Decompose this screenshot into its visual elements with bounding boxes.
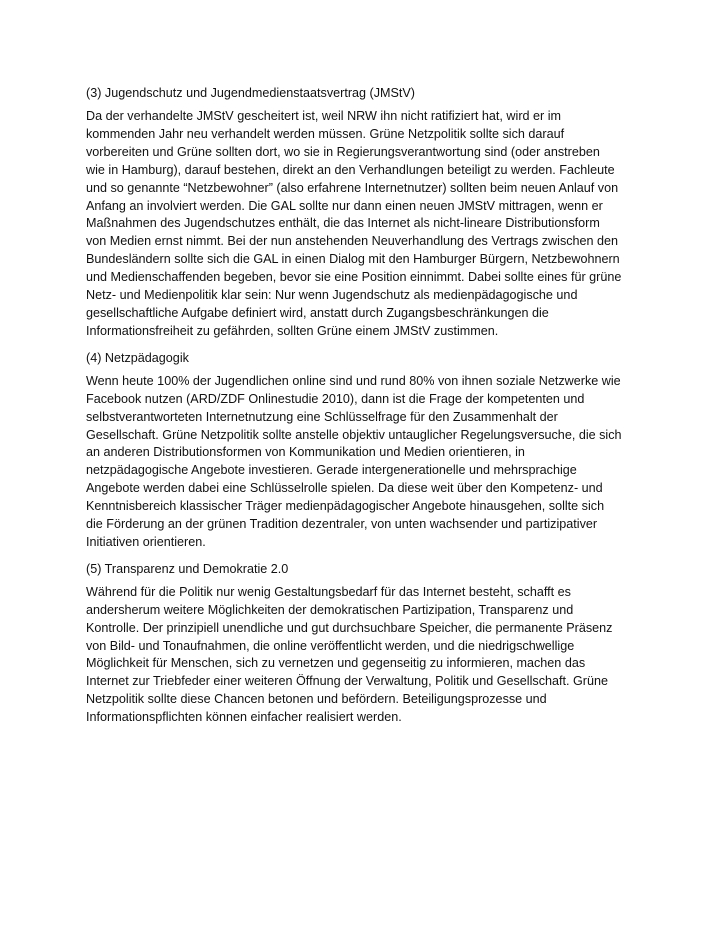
- section-transparenz: [86, 560, 652, 727]
- text-line: Netz- und Medienpolitik klar sein: Nur wenn Jugendschutz als medienpädagogische und: [86, 288, 578, 303]
- section-heading: (5) Transparenz und Demokratie 2.0: [86, 561, 289, 576]
- text-line: Angebote werden dabei eine Schlüsselrolle spielen. Da diese weit über den Kompetenz- und: [86, 481, 603, 496]
- text-line: Kenntnisbereich klassischer Träger medienpädagogischer Angebote hinausgehen, sollte sich: [86, 499, 605, 514]
- text-line: andersherum weitere Möglichkeiten der demokratischen Partizipation, Transparenz und: [86, 602, 574, 617]
- text-line: und so genannte “Netzbewohner” (also erfahrene Internetnutzer) sollten beim neuen Anlauf von: [86, 180, 619, 195]
- section-heading: (4) Netzpädagogik: [86, 350, 189, 365]
- section-netzpaedagogik: [86, 349, 652, 552]
- text-line: gesellschaftliche Aufgabe definiert wird, anstatt durch Zugangsbeschränkungen die: [86, 305, 549, 320]
- text-line: Gesellschaft. Grüne Netzpolitik sollte anstelle objektiv untauglicher Regelungsversuche, die sich: [86, 427, 622, 442]
- text-line: kommenden Jahr neu verhandelt werden müssen. Grüne Netzpolitik sollte sich darauf: [86, 126, 565, 141]
- section-paragraph: [86, 108, 652, 341]
- section-paragraph: [86, 373, 652, 552]
- text-line: Informationspflichten können einfacher realisiert werden.: [86, 710, 402, 725]
- text-line: Kontrolle. Der prinzipiell unendliche und gut durchsuchbare Speicher, die permanente Präsenz: [86, 620, 613, 635]
- text-line: netzpädagogische Angebote investieren. Gerade intergenerationelle und mehrsprachige: [86, 463, 577, 478]
- text-line: Möglichkeit für Menschen, sich zu vernetzen und gegenseitig zu informieren, machen das: [86, 656, 586, 671]
- text-line: Wenn heute 100% der Jugendlichen online sind und rund 80% von ihnen soziale Netzwerke wie: [86, 373, 621, 388]
- text-line: Informationsfreiheit zu gefährden, sollten Grüne einem JMStV zustimmen.: [86, 323, 499, 338]
- text-line: Initiativen orientieren.: [86, 534, 206, 549]
- text-line: Bundesländern sollte sich die GAL in einen Dialog mit den Hamburger Bürgern, Netzbewohnern: [86, 252, 620, 267]
- text-line: und Medienschaffenden begeben, bevor sie eine Position einnimmt. Dabei sollte eines für grüne: [86, 270, 622, 285]
- text-line: die Förderung an der grünen Tradition dezentraler, von unten wachsender und partizipativer: [86, 517, 598, 532]
- text-line: Anfang an involviert werden. Die GAL sollte nur dann einen neuen JMStV mittragen, wenn er: [86, 198, 603, 213]
- text-line: wie in Hamburg), darauf bestehen, direkt an den Verhandlungen beteiligt zu werden. Fachleute: [86, 162, 615, 177]
- text-line: Netzpolitik sollte diese Chancen betonen und befördern. Beteiligungsprozesse und: [86, 692, 547, 707]
- text-line: von Bild- und Tonaufnahmen, die online veröffentlicht werden, und die niedrigschwellige: [86, 638, 575, 653]
- text-line: Während für die Politik nur wenig Gestaltungsbedarf für das Internet besteht, schafft es: [86, 584, 571, 599]
- text-line: selbstverantworteten Internetnutzung eine Schlüsselfrage für den Zusammenhalt der: [86, 409, 558, 424]
- section-paragraph: [86, 584, 652, 727]
- text-line: Da der verhandelte JMStV gescheitert ist, weil NRW ihn nicht ratifiziert hat, wird er im: [86, 109, 562, 123]
- text-line: Facebook nutzen (ARD/ZDF Onlinestudie 2010), dann ist die Frage der kompetenten und: [86, 391, 585, 406]
- section-jugendschutz: [86, 84, 652, 341]
- document-page: [86, 84, 652, 735]
- text-line: an anderen Distributionsformen von Kommunikation und Medien orientieren, in: [86, 445, 525, 460]
- text-line: Internet zur Triebfeder einer weiteren Öffnung der Verwaltung, Politik und Gesellschaft. Grüne: [86, 674, 608, 689]
- text-line: vorbereiten und Grüne sollten dort, wo sie in Regierungsverantwortung sind (oder anstreben: [86, 144, 600, 159]
- text-line: von Medien ernst nimmt. Bei der nun anstehenden Neuverhandlung des Vertrags zwischen den: [86, 234, 619, 249]
- text-line: Maßnahmen des Jugendschutzes enthält, die das Internet als nicht-lineare Distributionsform: [86, 216, 600, 231]
- section-heading: (3) Jugendschutz und Jugendmedienstaatsvertrag (JMStV): [86, 86, 416, 100]
